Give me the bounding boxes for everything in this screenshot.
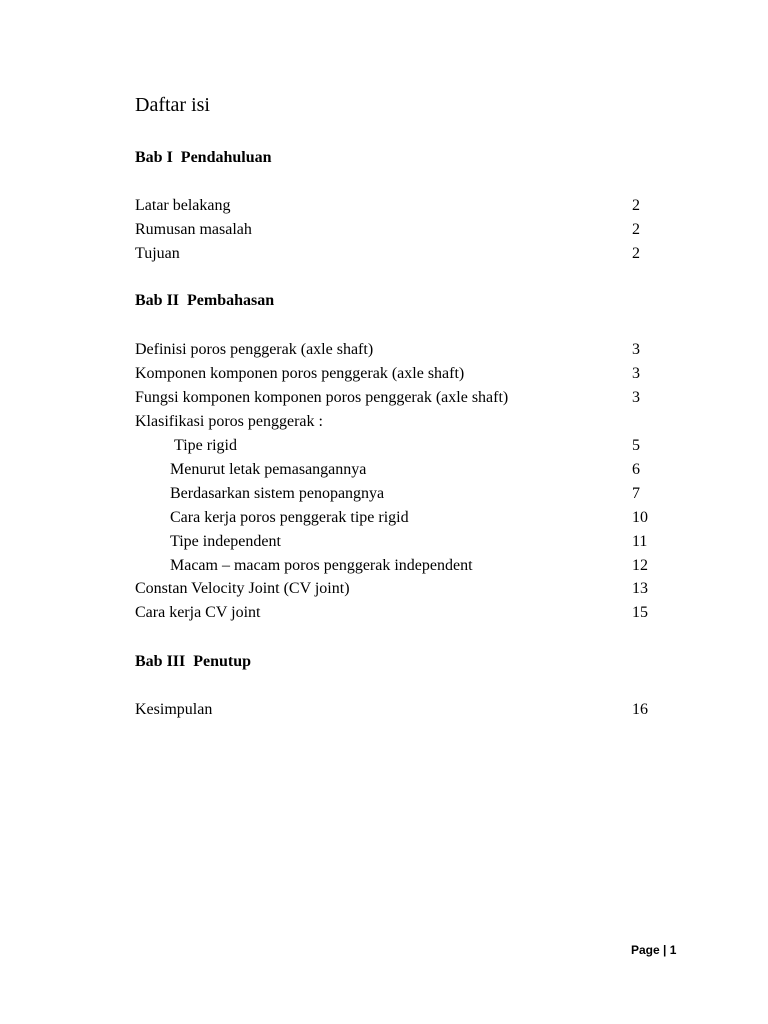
toc-entry-label: Rumusan masalah [135,221,252,238]
toc-entry-label: Tipe independent [170,533,281,550]
toc-entry-klasifikasi [135,410,665,434]
toc-entry-kesimpulan [135,698,665,722]
toc-entry-menurut-letak [135,458,665,482]
toc-entry-label: Berdasarkan sistem penopangnya [170,485,385,502]
toc-entry-page: 2 [632,245,640,262]
toc-entry-macam-independent [135,554,665,578]
toc-entry-page: 3 [632,389,640,406]
section-heading-bab-2: Bab II Pembahasan [135,292,275,309]
toc-entry-page: 3 [632,365,640,382]
toc-entry-page: 2 [632,197,640,214]
toc-entry-page: 12 [632,557,648,574]
toc-entry-label: Fungsi komponen komponen poros penggerak (axle shaft) [135,389,509,406]
toc-entry-page: 7 [632,485,640,502]
toc-entry-label: Tipe rigid [174,437,237,454]
toc-entry-cara-kerja-cv [135,601,665,625]
toc-entry-page: 6 [632,461,640,478]
toc-entry-label: Tujuan [135,245,180,262]
toc-entry-label: Cara kerja poros penggerak tipe rigid [170,509,409,526]
toc-entry-page: 5 [632,437,640,454]
toc-entry-label: Latar belakang [135,197,231,214]
toc-entry-label: Klasifikasi poros penggerak : [135,413,323,430]
toc-entry-cara-kerja-rigid [135,506,665,530]
toc-entry-label: Constan Velocity Joint (CV joint) [135,580,350,597]
toc-entry-label: Macam – macam poros penggerak independent [170,557,473,574]
toc-entry-label: Kesimpulan [135,701,213,718]
section-heading-bab-1: Bab I Pendahuluan [135,149,272,166]
toc-entry-komponen [135,362,665,386]
toc-entry-berdasarkan-sistem [135,482,665,506]
toc-entry-tujuan [135,242,665,266]
toc-entry-rumusan-masalah [135,218,665,242]
toc-entry-label: Cara kerja CV joint [135,604,261,621]
toc-entry-page: 13 [632,580,648,597]
toc-entry-cv-joint [135,577,665,601]
toc-entry-label: Komponen komponen poros penggerak (axle shaft) [135,365,465,382]
toc-entry-definisi [135,338,665,362]
toc-entry-tipe-independent [135,530,665,554]
document-title: Daftar isi [135,94,210,116]
toc-entry-page: 15 [632,604,648,621]
toc-entry-page: 10 [632,509,648,526]
toc-entry-fungsi [135,386,665,410]
toc-entry-label: Definisi poros penggerak (axle shaft) [135,341,374,358]
page-footer: Page | 1 [631,943,677,957]
toc-entry-label: Menurut letak pemasangannya [170,461,367,478]
toc-entry-latar-belakang [135,194,665,218]
toc-entry-page: 16 [632,701,648,718]
toc-entry-page: 11 [632,533,648,550]
toc-entry-tipe-rigid [135,434,665,458]
toc-entry-page: 2 [632,221,640,238]
toc-entry-page: 3 [632,341,640,358]
section-heading-bab-3: Bab III Penutup [135,653,252,670]
